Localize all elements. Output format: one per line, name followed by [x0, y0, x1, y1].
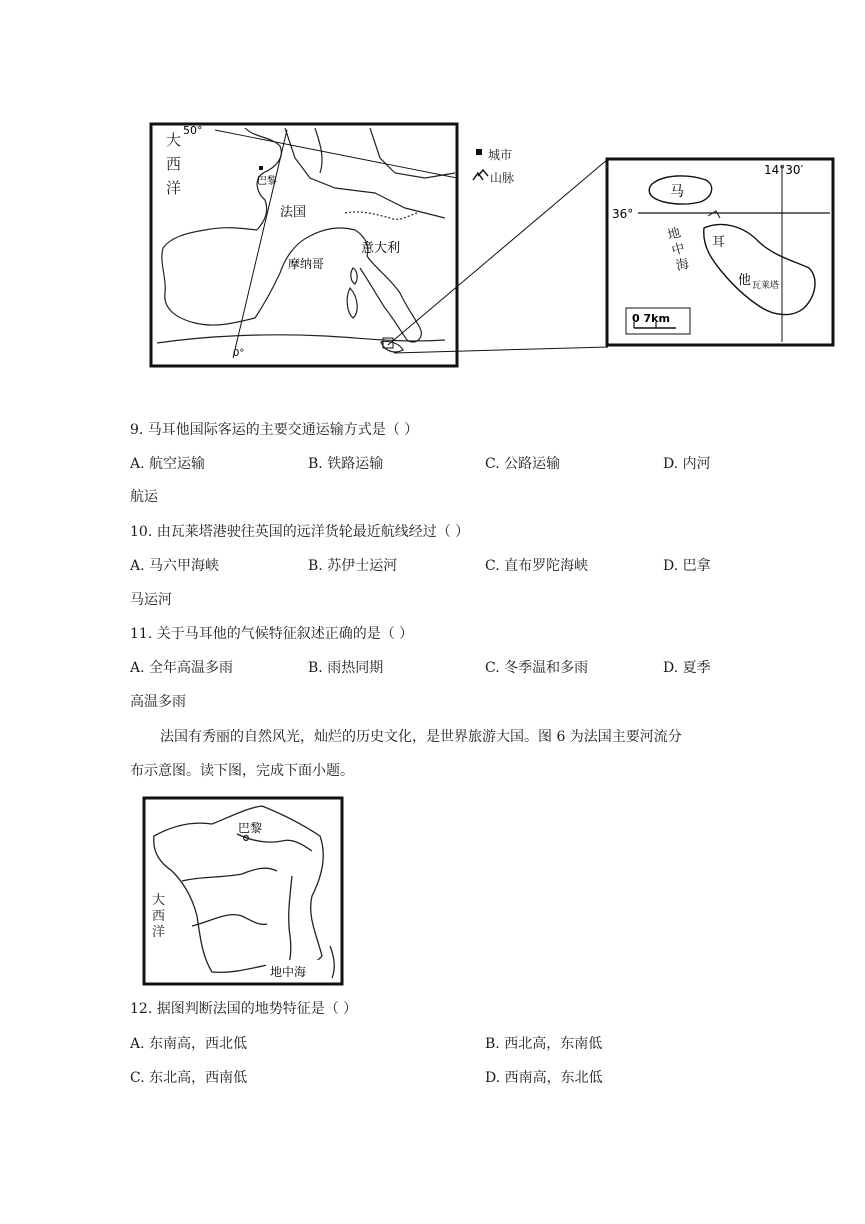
map2-mediterranean-label: 地中海 — [270, 965, 307, 979]
island-label-ma: 马 — [670, 184, 684, 200]
intro-paragraph-line2: 布示意图。读下图，完成下面小题。 — [130, 763, 354, 779]
q9-option-d: D. 内河 — [663, 456, 711, 472]
monaco-label: 摩纳哥 — [288, 257, 325, 271]
q9-option-a: A. 航空运输 — [130, 456, 206, 472]
q9-option-b: B. 铁路运输 — [308, 456, 384, 472]
q10-option-d-wrap: 马运河 — [130, 592, 172, 608]
italy-label: 意大利 — [361, 241, 401, 256]
inset-connector-lines — [380, 155, 620, 370]
q12-stem: 12. 据图判断法国的地势特征是（ ） — [130, 1001, 358, 1017]
island-label-ta: 他 — [738, 273, 752, 288]
q10-stem: 10. 由瓦莱塔港驶往英国的远洋货轮最近航线经过（ ） — [130, 524, 470, 540]
q10-option-b: B. 苏伊士运河 — [308, 558, 398, 574]
lon-0-label: 0° — [233, 348, 245, 359]
q11-option-d: D. 夏季 — [663, 660, 711, 676]
q12-option-b: B. 西北高，东南低 — [485, 1036, 603, 1052]
q12-option-a: A. 东南高，西北低 — [130, 1036, 248, 1052]
lon-1430-label: 14°30′ — [764, 163, 804, 177]
malta-inset-map — [604, 156, 836, 348]
q9-stem: 9. 马耳他国际客运的主要交通运输方式是（ ） — [130, 422, 419, 438]
q12-option-d: D. 西南高，东北低 — [485, 1070, 603, 1086]
q11-option-d-wrap: 高温多雨 — [130, 694, 186, 710]
q12-option-c: C. 东北高，西南低 — [130, 1070, 248, 1086]
france-rivers-map — [142, 796, 344, 986]
map2-atlantic-label: 大西洋 — [152, 893, 166, 940]
scale-label: 0 7km — [632, 312, 670, 325]
legend-city-label: 城市 — [488, 148, 513, 162]
lat-50-label: 50° — [183, 124, 203, 137]
legend-mountain-label: 山脉 — [490, 171, 515, 185]
island-label-er: 耳 — [712, 235, 726, 250]
q10-option-d: D. 巴拿 — [663, 558, 711, 574]
inset-mediterranean-label: 地中海 — [666, 225, 691, 275]
france-label: 法国 — [280, 205, 307, 220]
map2-paris-label: 巴黎 — [238, 821, 263, 835]
q11-option-b: B. 雨热同期 — [308, 660, 384, 676]
paris-label: 巴黎 — [257, 176, 277, 187]
lat-36-label: 36° — [612, 207, 634, 221]
q11-stem: 11. 关于马耳他的气候特征叙述正确的是（ ） — [130, 626, 414, 642]
q9-option-c: C. 公路运输 — [485, 456, 561, 472]
q11-option-c: C. 冬季温和多雨 — [485, 660, 589, 676]
atlantic-vertical-label: 大西洋 — [166, 131, 182, 197]
valletta-label: 瓦莱塔 — [752, 281, 780, 291]
q10-option-a: A. 马六甲海峡 — [130, 558, 220, 574]
q11-option-a: A. 全年高温多雨 — [130, 660, 234, 676]
q9-option-d-wrap: 航运 — [130, 489, 158, 505]
intro-paragraph-line1: 法国有秀丽的自然风光，灿烂的历史文化，是世界旅游大国。图 6 为法国主要河流分 — [160, 729, 682, 745]
q10-option-c: C. 直布罗陀海峡 — [485, 558, 589, 574]
